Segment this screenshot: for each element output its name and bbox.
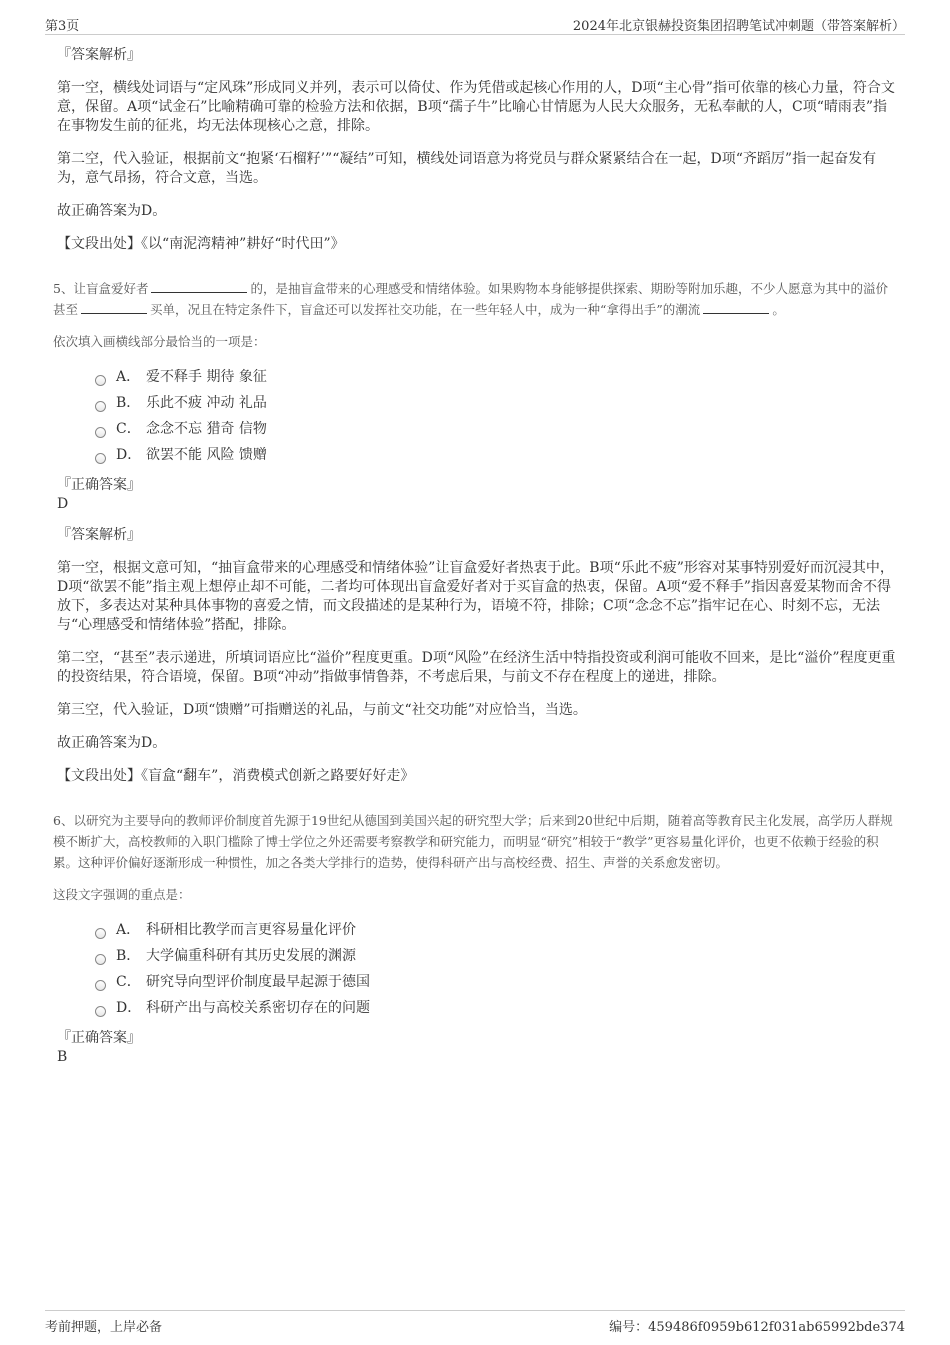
radio-button-icon[interactable] — [95, 375, 106, 386]
analysis-paragraph: 第三空，代入验证，D项“馈赠”可指赠送的礼品，与前文“社交功能”对应恰当，当选。 — [57, 702, 587, 718]
analysis-label: 『答案解析』 — [57, 527, 141, 543]
radio-button-icon[interactable] — [95, 928, 106, 939]
option-b[interactable]: B． 乐此不疲 冲动 礼品 — [95, 390, 900, 416]
fill-blank — [151, 291, 247, 293]
fill-blank — [703, 312, 769, 314]
question-5 — [55, 278, 900, 786]
radio-button-icon[interactable] — [95, 427, 106, 438]
correct-answer: D — [57, 496, 69, 512]
radio-button-icon[interactable] — [95, 954, 106, 965]
question-stem: 6、以研究为主要导向的教师评价制度首先源于19世纪从德国到美国兴起的研究型大学；后来到20世纪中后期，随着高等教育民主化发展，高学历人群规模不断扩大，高校教师的入职门槛除了博士学位之外还需要考察教学和研究能力，而明显“研究”相较于“教学”更容易量化评价，也更不依赖于经验的积累。这种评价偏好逐渐形成一种惯性，加之各类大学排行的造势，使得科研产出与高校经费、招生、声誉的关系愈发密切。 — [53, 813, 893, 870]
correct-answer-label: 『正确答案』 — [57, 477, 141, 493]
analysis-label: 『答案解析』 — [57, 47, 141, 63]
analysis-paragraph: 第二空，代入验证，根据前文“抱紧‘石榴籽’”“凝结”可知，横线处词语意为将党员与群众紧紧结合在一起，D项“齐蹈厉”指一起奋发有为，意气昂扬，符合文意，当选。 — [57, 151, 877, 186]
fill-blank — [81, 312, 147, 314]
document-title: 2024年北京银赫投资集团招聘笔试冲刺题（带答案解析） — [572, 19, 905, 34]
footer-motto: 考前押题，上岸必备 — [45, 1320, 163, 1335]
radio-button-icon[interactable] — [95, 980, 106, 991]
option-b[interactable]: B． 大学偏重科研有其历史发展的渊源 — [95, 943, 900, 969]
analysis-paragraph: 第一空，根据文意可知，“抽盲盒带来的心理感受和情绪体验”让盲盒爱好者热衷于此。B项“乐此不疲”形容对某事特别爱好而沉浸其中，D项“欲罢不能”指主观上想停止却不可能，二者均可体现出盲盒爱好者对于买盲盒的热衷，保留。A项“爱不释手”指因喜爱某物而舍不得放下，多表达对某种具体事物的喜爱之情，而文段描述的是某种行为，语境不符，排除；C项“念念不忘”指牢记在心、时刻不忘，无法与“心理感受和情绪体验”搭配，排除。 — [57, 560, 894, 633]
passage-source: 【文段出处】《盲盒“翻车”，消费模式创新之路要好好走》 — [57, 768, 415, 784]
analysis-conclusion: 故正确答案为D。 — [57, 203, 167, 219]
page-content — [55, 46, 900, 1079]
option-a[interactable]: A． 爱不释手 期待 象征 — [95, 364, 900, 390]
radio-button-icon[interactable] — [95, 453, 106, 464]
page-footer — [45, 1310, 905, 1335]
option-a[interactable]: A． 科研相比教学而言更容易量化评价 — [95, 917, 900, 943]
passage-source: 【文段出处】《以“南泥湾精神”耕好“时代田”》 — [57, 236, 345, 252]
correct-answer-label: 『正确答案』 — [57, 1030, 141, 1046]
question-6 — [55, 810, 900, 1067]
analysis-paragraph: 第一空，横线处词语与“定风珠”形成同义并列，表示可以倚仗、作为凭借或起核心作用的人，D项“主心骨”指可依靠的核心力量，符合文意，保留。A项“试金石”比喻精确可靠的检验方法和依据，B项“孺子牛”比喻心甘情愿为人民大众服务，无私奉献的人，C项“晴雨表”指在事物发生前的征兆，均无法体现核心之意，排除。 — [57, 80, 895, 134]
radio-button-icon[interactable] — [95, 401, 106, 412]
correct-answer: B — [57, 1049, 68, 1065]
options-list — [95, 364, 900, 468]
option-d[interactable]: D． 欲罢不能 风险 馈赠 — [95, 442, 900, 468]
analysis-paragraph: 第二空，“甚至”表示递进，所填词语应比“溢价”程度更重。D项“风险”在经济生活中特指投资或利润可能收不回来，是比“溢价”程度更重的投资结果，符合语境，保留。B项“冲动”指做事情鲁莽，不考虑后果，与前文不存在程度上的递进，排除。 — [57, 650, 896, 685]
page-header — [45, 14, 905, 35]
option-d[interactable]: D． 科研产出与高校关系密切存在的问题 — [95, 995, 900, 1021]
page-number: 第3页 — [45, 19, 80, 34]
question-prompt: 依次填入画横线部分最恰当的一项是： — [53, 334, 266, 349]
question-prompt: 这段文字强调的重点是： — [53, 887, 191, 902]
option-c[interactable]: C． 念念不忘 猎奇 信物 — [95, 416, 900, 442]
question-4-analysis — [55, 46, 900, 254]
question-stem: 5、让盲盒爱好者 的，是抽盲盒带来的心理感受和情绪体验。如果购物本身能够提供探索、期盼等附加乐趣，不少人愿意为其中的溢价甚至 买单，况且在特定条件下，盲盒还可以发挥社交功能，在一些年轻人中，成为一种“拿得出手”的潮流 。 — [53, 281, 888, 317]
option-c[interactable]: C． 研究导向型评价制度最早起源于德国 — [95, 969, 900, 995]
radio-button-icon[interactable] — [95, 1006, 106, 1017]
analysis-conclusion: 故正确答案为D。 — [57, 735, 167, 751]
options-list — [95, 917, 900, 1021]
document-serial: 编号：459486f0959b612f031ab65992bde374 — [609, 1320, 905, 1335]
